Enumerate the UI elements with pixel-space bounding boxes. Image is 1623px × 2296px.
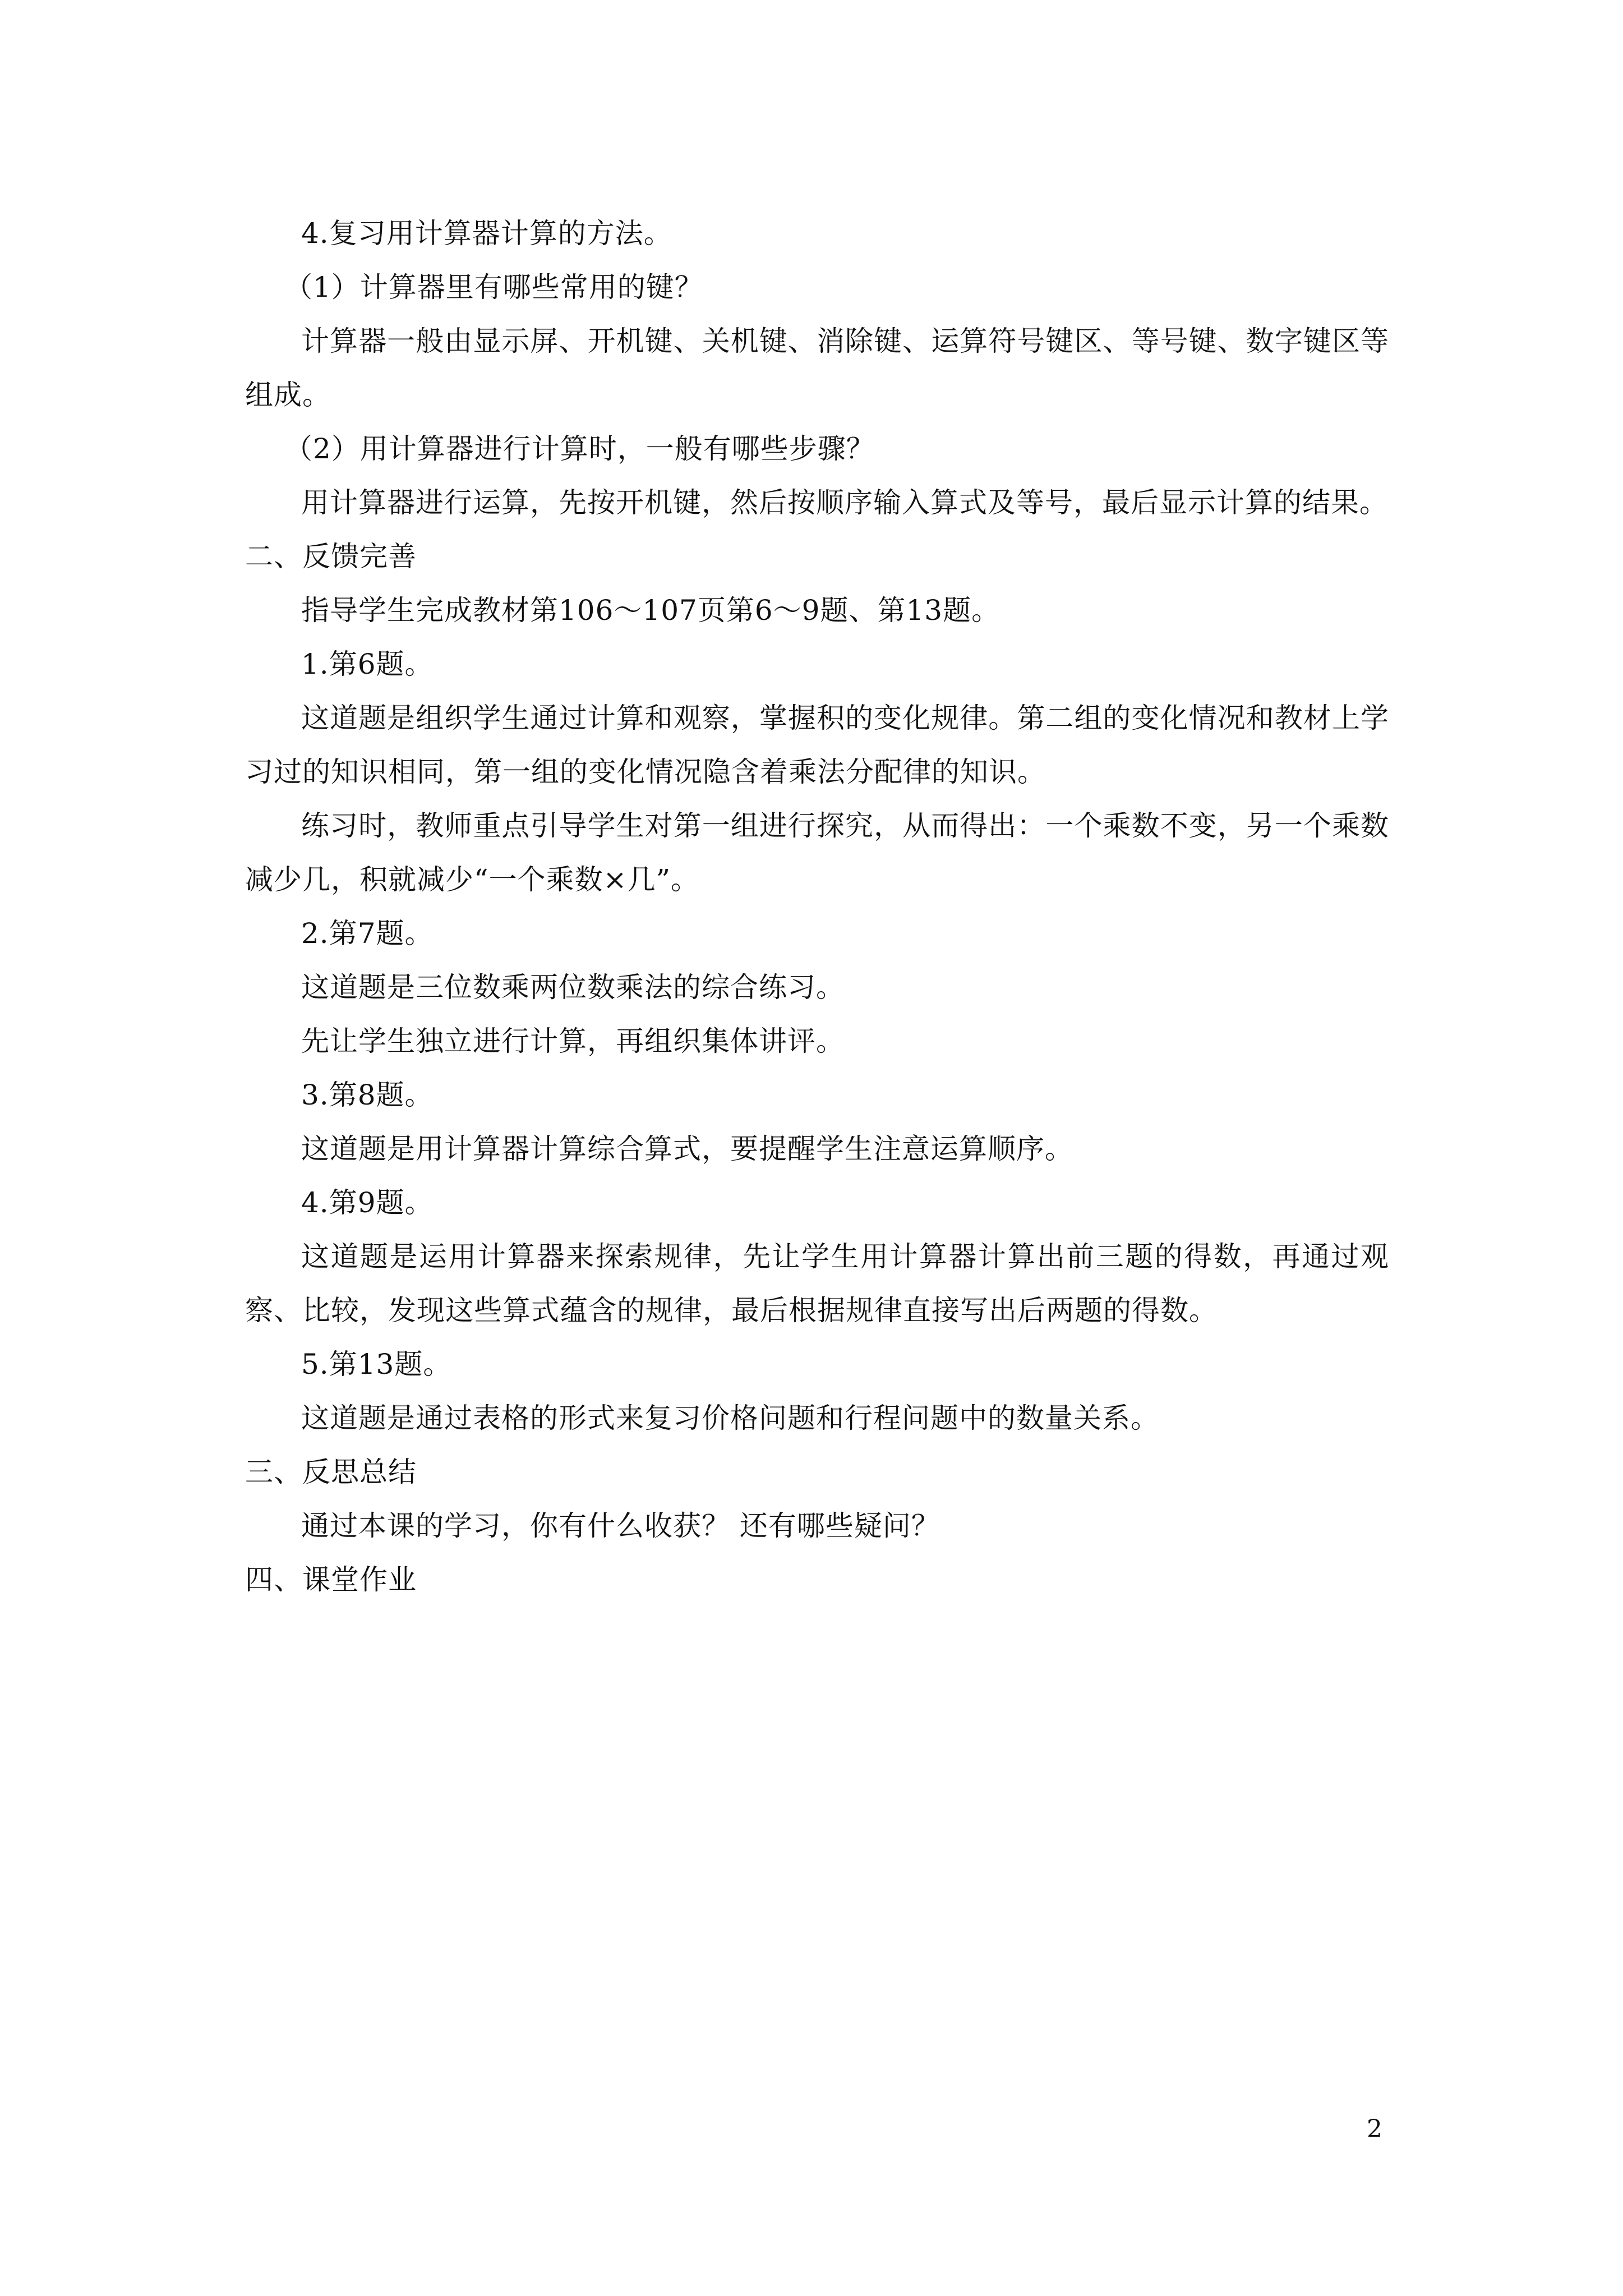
page-number: 2 xyxy=(1367,2115,1382,2143)
document-body xyxy=(245,206,1389,1607)
item-heading-q9: 4.第9题。 xyxy=(301,1186,434,1219)
paragraph-answer-keys: 计算器一般由显示屏、开机键、关机键、消除键、运算符号键区、等号键、数字键区等组成。 xyxy=(245,325,1389,411)
section-heading-reflection: 三、反思总结 xyxy=(245,1456,417,1488)
paragraph-review-calculator: 4.复习用计算器计算的方法。 xyxy=(301,217,672,250)
item-heading-q8: 3.第8题。 xyxy=(301,1079,434,1111)
paragraph-question-steps: （2）用计算器进行计算时，一般有哪些步骤？ xyxy=(284,432,875,465)
section-heading-homework: 四、课堂作业 xyxy=(245,1563,417,1596)
paragraph-q6-practice: 练习时，教师重点引导学生对第一组进行探究，从而得出：一个乘数不变，另一个乘数减少几，积就减少“一个乘数×几”。 xyxy=(245,809,1389,896)
paragraph-q8-description: 这道题是用计算器计算综合算式，要提醒学生注意运算顺序。 xyxy=(301,1133,1073,1165)
paragraph-reflection: 通过本课的学习，你有什么收获？ 还有哪些疑问？ xyxy=(301,1510,940,1542)
section-heading-feedback: 二、反馈完善 xyxy=(245,540,417,573)
paragraph-answer-steps: 用计算器进行运算，先按开机键，然后按顺序输入算式及等号，最后显示计算的结果。 xyxy=(301,486,1388,519)
item-heading-q13: 5.第13题。 xyxy=(301,1348,452,1381)
paragraph-q6-description: 这道题是组织学生通过计算和观察，掌握积的变化规律。第二组的变化情况和教材上学习过的知识相同，第一组的变化情况隐含着乘法分配律的知识。 xyxy=(245,702,1389,788)
paragraph-question-keys: （1）计算器里有哪些常用的键？ xyxy=(284,271,703,303)
paragraph-q7-description: 这道题是三位数乘两位数乘法的综合练习。 xyxy=(301,971,845,1004)
paragraph-q9-description: 这道题是运用计算器来探索规律，先让学生用计算器计算出前三题的得数，再通过观察、比较，发现这些算式蕴含的规律，最后根据规律直接写出后两题的得数。 xyxy=(245,1240,1389,1327)
item-heading-q7: 2.第7题。 xyxy=(301,917,434,950)
paragraph-q13-description: 这道题是通过表格的形式来复习价格问题和行程问题中的数量关系。 xyxy=(301,1402,1159,1434)
item-heading-q6: 1.第6题。 xyxy=(301,648,434,680)
paragraph-q7-practice: 先让学生独立进行计算，再组织集体讲评。 xyxy=(301,1025,845,1057)
paragraph-guide-exercises: 指导学生完成教材第106～107页第6～9题、第13题。 xyxy=(301,594,1000,627)
